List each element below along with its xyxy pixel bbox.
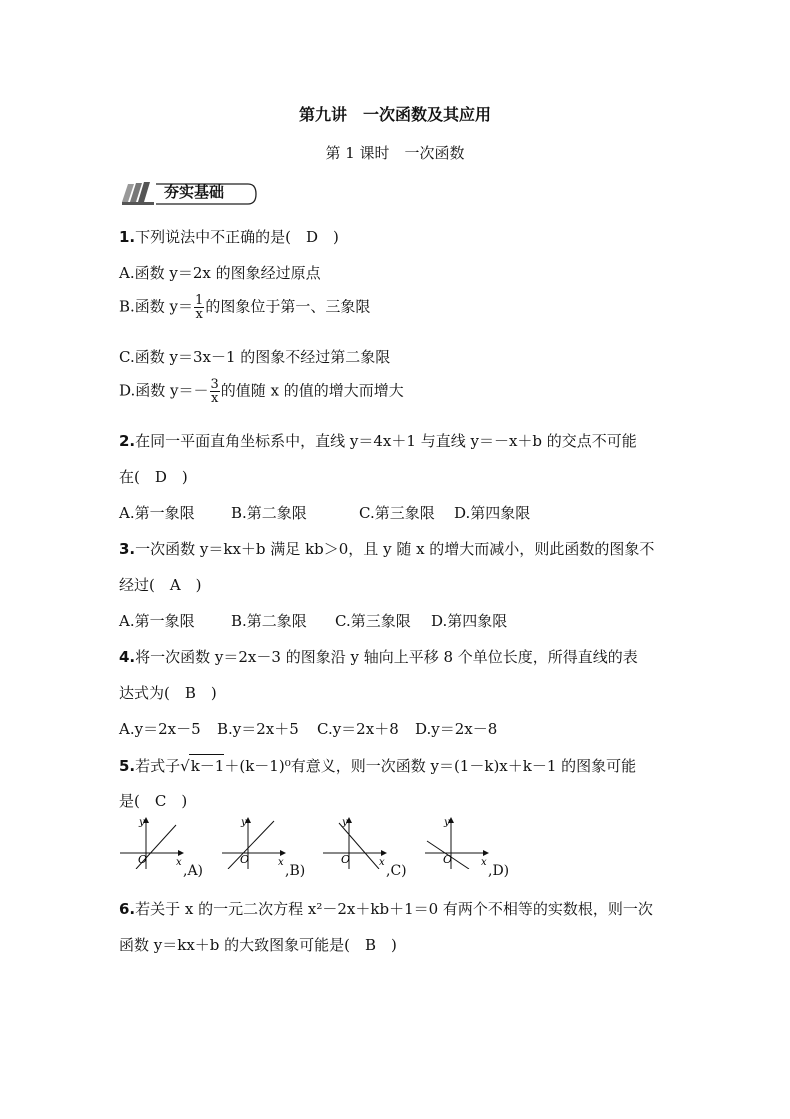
graph-d-label: ,D): [488, 863, 510, 879]
graph-d: [425, 817, 495, 869]
x-axis-label: x: [278, 857, 284, 868]
section-badge-label: 夯实基础: [164, 183, 225, 201]
origin-label: O: [240, 853, 250, 866]
q4-option-c: C.y＝2x＋8: [317, 720, 399, 738]
q3-option-d: D.第四象限: [431, 612, 508, 630]
x-axis-label: x: [379, 857, 385, 868]
question-text: 在同一平面直角坐标系中，直线 y＝4x＋1 与直线 y＝－x＋b 的交点不可能: [135, 432, 637, 450]
question-5-cont: 是( C ): [119, 792, 188, 810]
q3-option-b: B.第二象限: [231, 612, 307, 630]
sqrt-sign: √: [180, 757, 190, 775]
q2-option-b: B.第二象限: [231, 504, 307, 522]
q1-option-a: A.函数 y＝2x 的图象经过原点: [119, 264, 321, 282]
question-2: [119, 430, 637, 451]
graph-c: [323, 817, 393, 869]
question-text: ＋(k－1)⁰有意义，则一次函数 y＝(1－k)x＋k－1 的图象可能: [224, 757, 637, 775]
question-text: 若式子: [135, 757, 181, 775]
option-d-suffix: 的值随 x 的值的增大而增大: [220, 381, 404, 400]
graph-a: [120, 817, 190, 869]
y-axis-label: y: [444, 817, 450, 828]
section-badge: [120, 178, 260, 208]
graph-b-label: ,B): [285, 863, 306, 879]
question-number: 1.: [119, 228, 136, 246]
question-number: 5.: [119, 757, 136, 775]
question-number: 2.: [119, 432, 136, 450]
origin-label: O: [341, 853, 351, 866]
question-6-cont: 函数 y＝kx＋b 的大致图象可能是( B ): [119, 936, 397, 954]
question-number: 6.: [119, 900, 136, 918]
q4-option-d: D.y＝2x－8: [415, 720, 498, 738]
graph-b: [222, 817, 292, 869]
x-axis-label: x: [176, 857, 182, 868]
question-6: [119, 898, 653, 919]
option-b-prefix: B.函数 y＝: [119, 297, 194, 316]
q2-options: [119, 502, 679, 522]
graph-a-label: ,A): [183, 863, 204, 879]
q2-option-a: A.第一象限: [119, 504, 195, 522]
y-axis-label: y: [241, 817, 247, 828]
sqrt-radicand: k－1: [189, 754, 225, 776]
question-3-cont: 经过( A ): [119, 576, 202, 594]
fraction-denominator: x: [195, 307, 203, 322]
question-text: 下列说法中不正确的是( D ): [135, 228, 339, 246]
y-axis-label: y: [342, 817, 348, 828]
graph-c-label: ,C): [386, 863, 407, 879]
question-2-cont: 在( D ): [119, 468, 188, 486]
q3-options: [119, 610, 679, 630]
q4-option-a: A.y＝2x－5: [119, 720, 201, 738]
x-axis-label: x: [481, 857, 487, 868]
q3-option-a: A.第一象限: [119, 612, 195, 630]
question-number: 4.: [119, 648, 136, 666]
page-subtitle: 第 1 课时 一次函数: [325, 144, 465, 162]
q1-option-d: [119, 378, 404, 405]
question-4-cont: 达式为( B ): [119, 684, 217, 702]
q2-option-c: C.第三象限: [359, 504, 435, 522]
q1-option-c: C.函数 y＝3x－1 的图象不经过第二象限: [119, 348, 391, 366]
origin-label: O: [443, 853, 453, 866]
q2-option-d: D.第四象限: [454, 504, 531, 522]
question-text: 若关于 x 的一元二次方程 x²－2x＋kb＋1＝0 有两个不相等的实数根，则一次: [135, 900, 653, 918]
question-1: [119, 226, 339, 247]
question-text: 一次函数 y＝kx＋b 满足 kb＞0，且 y 随 x 的增大而减小，则此函数的图象不: [135, 540, 655, 558]
q1-option-b: [119, 294, 370, 321]
fraction-denominator: x: [210, 391, 219, 406]
fraction: [194, 294, 204, 321]
question-4: [119, 646, 638, 667]
q4-options: [119, 718, 679, 738]
fraction: [210, 378, 220, 405]
option-b-suffix: 的图象位于第一、三象限: [205, 297, 371, 316]
option-d-prefix: D.函数 y＝－: [119, 381, 209, 400]
question-3: [119, 538, 654, 559]
question-number: 3.: [119, 540, 136, 558]
fraction-numerator: 3: [210, 377, 219, 392]
q3-option-c: C.第三象限: [335, 612, 411, 630]
q4-option-b: B.y＝2x＋5: [217, 720, 299, 738]
question-5: [119, 754, 636, 776]
page-title: 第九讲 一次函数及其应用: [298, 105, 491, 124]
origin-label: O: [138, 853, 148, 866]
fraction-numerator: 1: [195, 293, 204, 308]
question-text: 将一次函数 y＝2x－3 的图象沿 y 轴向上平移 8 个单位长度，所得直线的表: [135, 648, 638, 666]
y-axis-label: y: [139, 817, 145, 828]
